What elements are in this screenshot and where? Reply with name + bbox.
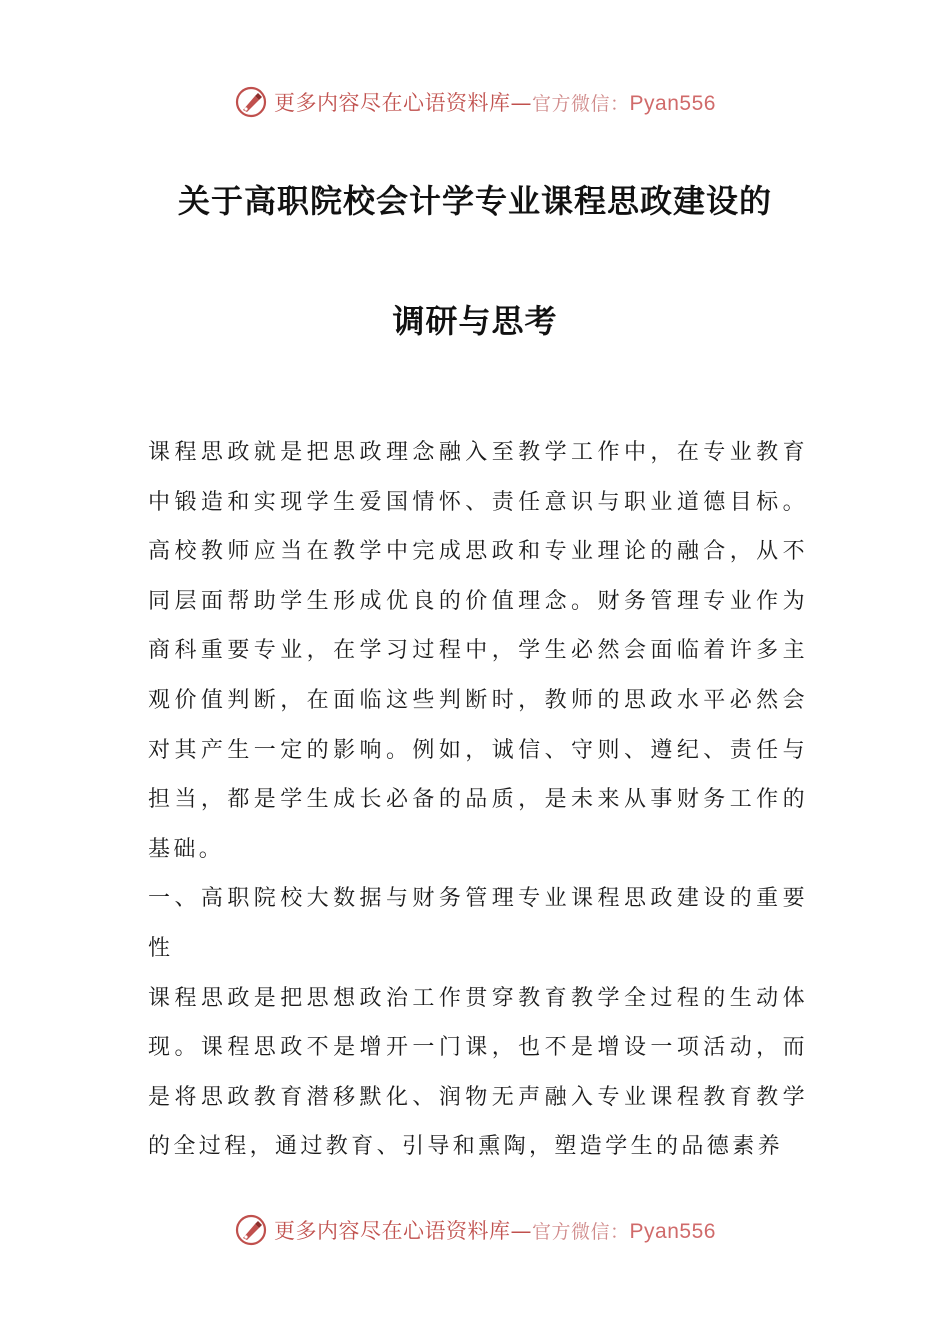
watermark-dash: — (510, 1219, 533, 1243)
watermark-main-text: 更多内容尽在心语资料库 (274, 91, 511, 115)
watermark-label: 官方微信： (532, 93, 630, 115)
footer-watermark (0, 1210, 950, 1250)
watermark-dash: — (510, 91, 533, 115)
document-title-line1: 关于高职院校会计学专业课程思政建设的 (177, 182, 772, 220)
pen-nib-logo-icon (234, 85, 268, 119)
watermark-wechat-id: Pyan556 (629, 92, 716, 115)
body-paragraph: 课程思政是把思想政治工作贯穿教育教学全过程的生动体现。课程思政不是增开一门课，也不是增设一项活动，而是将思政教育潜移默化、润物无声融入专业课程教育教学的全过程，通过教育、引导和熏陶，塑造学生的品德素养 (148, 985, 808, 1160)
watermark-label: 官方微信： (532, 1221, 630, 1243)
header-watermark (0, 82, 950, 122)
section-heading: 一、高职院校大数据与财务管理专业课程思政建设的重要性 (148, 886, 808, 961)
body-paragraph: 课程思政就是把思政理念融入至教学工作中，在专业教育中锻造和实现学生爱国情怀、责任意识与职业道德目标。高校教师应当在教学中完成思政和专业理论的融合，从不同层面帮助学生形成优良的价值理念。财务管理专业作为商科重要专业，在学习过程中，学生必然会面临着许多主观价值判断，在面临这些判断时，教师的思政水平必然会对其产生一定的影响。例如，诚信、守则、遵纪、责任与担当，都是学生成长必备的品质，是未来从事财务工作的基础。 (148, 440, 808, 862)
watermark-main-text: 更多内容尽在心语资料库 (274, 1219, 511, 1243)
document-body (148, 428, 808, 1172)
document-title-line2: 调研与思考 (392, 302, 558, 340)
pen-nib-logo-icon (234, 1213, 268, 1247)
watermark-wechat-id: Pyan556 (629, 1220, 716, 1243)
